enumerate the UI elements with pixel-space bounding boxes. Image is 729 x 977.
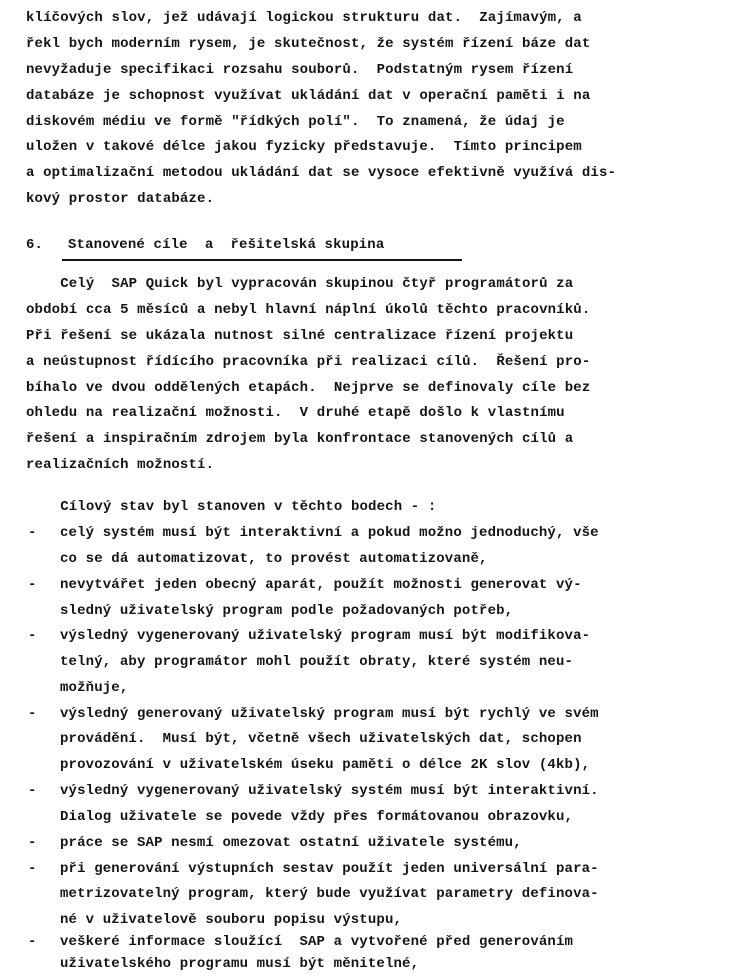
text-line: kový prostor databáze.	[26, 191, 215, 207]
list-dash: -	[28, 525, 37, 541]
list-text: uživatelského programu musí být měnitelné,	[60, 956, 420, 972]
list-text: telný, aby programátor mohl použít obraty, které systém neu-	[60, 654, 574, 670]
section-title-underline	[62, 259, 462, 261]
text-line: uložen v takové délce jakou fyzicky představuje. Tímto principem	[26, 139, 582, 155]
list-dash: -	[28, 706, 37, 722]
list-text: nevytvářet jeden obecný aparát, použít možnosti generovat vý-	[60, 577, 582, 593]
list-dash: -	[28, 577, 37, 593]
section-number: 6.	[26, 237, 44, 253]
list-text: Dialog uživatele se povede vždy přes formátovanou obrazovku,	[60, 809, 574, 825]
list-text: výsledný generovaný uživatelský program musí být rychlý ve svém	[60, 706, 599, 722]
text-line: řešení a inspiračním zdrojem byla konfrontace stanovených cílů a	[26, 431, 574, 447]
list-text: provozování v uživatelském úseku paměti o délce 2K slov (4kb),	[60, 757, 591, 773]
text-line: Celý SAP Quick byl vypracován skupinou čtyř programátorů za	[26, 276, 574, 292]
list-text: provádění. Musí být, včetně všech uživatelských dat, schopen	[60, 731, 582, 747]
list-dash: -	[28, 783, 37, 799]
text-line: nevyžaduje specifikaci rozsahu souborů. Podstatným rysem řízení	[26, 62, 574, 78]
text-line: databáze je schopnost využívat ukládání dat v operační paměti i na	[26, 88, 591, 104]
list-text: co se dá automatizovat, to provést automatizovaně,	[60, 551, 488, 567]
list-text: celý systém musí být interaktivní a pokud možno jednoduchý, vše	[60, 525, 599, 541]
list-dash: -	[28, 934, 37, 950]
list-intro: Cílový stav byl stanoven v těchto bodech - :	[26, 499, 437, 515]
list-text: sledný uživatelský program podle požadovaných potřeb,	[60, 603, 514, 619]
list-text: práce se SAP nesmí omezovat ostatní uživatele systému,	[60, 835, 522, 851]
text-line: ohledu na realizační možnosti. V druhé etapě došlo k vlastnímu	[26, 405, 565, 421]
list-dash: -	[28, 861, 37, 877]
text-line: diskovém médiu ve formě "řídkých polí". To znamená, že údaj je	[26, 114, 565, 130]
text-line: řekl bych moderním rysem, je skutečnost, že systém řízení báze dat	[26, 36, 591, 52]
text-line: a neústupnost řídícího pracovníka při realizaci cílů. Řešení pro-	[26, 354, 591, 370]
list-text: možňuje,	[60, 680, 129, 696]
text-line: a optimalizační metodou ukládání dat se vysoce efektivně využívá dis-	[26, 165, 617, 181]
list-text: při generování výstupních sestav použít jeden universální para-	[60, 861, 599, 877]
list-text: metrizovatelný program, který bude využívat parametry definova-	[60, 886, 599, 902]
text-line: realizačních možností.	[26, 457, 215, 473]
list-text: veškeré informace sloužící SAP a vytvořené před generováním	[60, 934, 574, 950]
list-text: výsledný vygenerovaný uživatelský program musí být modifikova-	[60, 628, 591, 644]
list-dash: -	[28, 835, 37, 851]
list-text: né v uživatelově souboru popisu výstupu,	[60, 912, 403, 928]
list-text: výsledný vygenerovaný uživatelský systém musí být interaktivní.	[60, 783, 599, 799]
text-line: období cca 5 měsíců a nebyl hlavní náplní úkolů těchto pracovníků.	[26, 302, 591, 318]
list-dash: -	[28, 628, 37, 644]
text-line: Při řešení se ukázala nutnost silné centralizace řízení projektu	[26, 328, 574, 344]
text-line: bíhalo ve dvou oddělených etapách. Nejprve se definovaly cíle bez	[26, 380, 591, 396]
text-line: klíčových slov, jež udávají logickou strukturu dat. Zajímavým, a	[26, 10, 582, 26]
section-title: Stanovené cíle a řešitelská skupina	[68, 237, 385, 253]
